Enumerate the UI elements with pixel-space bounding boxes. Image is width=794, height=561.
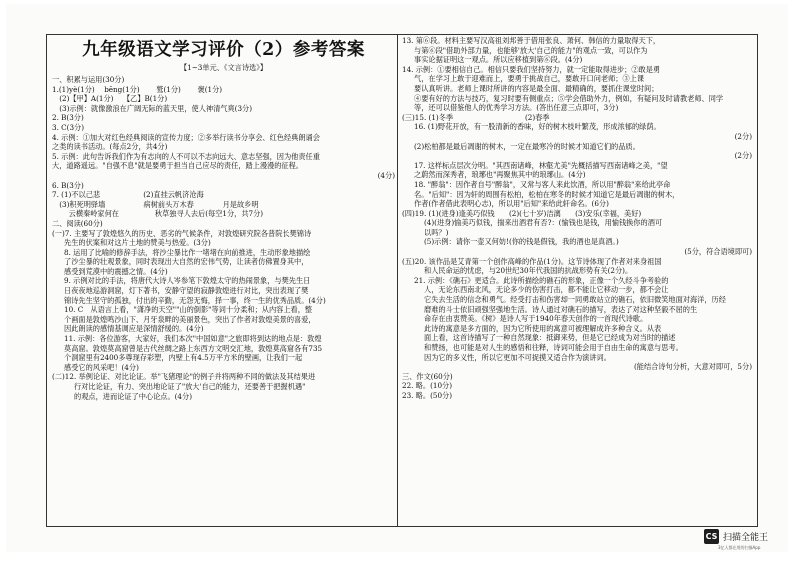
left-answer-line: 一、积累与运用(30分) [52,75,125,84]
right-answer-line: (能结合诗句分析，大意对即可，5分) [634,362,752,372]
left-answer-line: (3)积死明驿墙 病树前头万木春 月是故乡明 [52,199,259,209]
left-answer-line: 感受到荒漠中的震撼之情。(4分) [64,266,168,276]
left-answer-line: 1.(1)yè(1分) bēng(1分) 鹫(1分) 褒(1分) [52,84,223,94]
right-answer-line: 气，在学习上敢于迎难而上，要勇于挑战自己，要敢开口问老师；③上课 [414,74,645,84]
right-answer-line: 等，还可以借鉴他人的优秀学习方法。(答出任意三点即可，3分) [414,103,619,113]
right-answer-line: 与第⑥段"借助外部力量，也能够'放大'自己的能力"的观点一致，可以作为 [414,45,648,55]
right-answer-line: 名。"后知"：因为轩的周围有松柏，松柏在寒冬的时候才知道它是最后凋谢的树木， [414,189,680,199]
left-answer-line: 二、阅读(60分) [52,218,103,228]
right-answer-line: 面上看，这首诗描写了一种自然现象：抵御来势，但是它已经成为对当时的描述 [424,333,676,343]
right-answer-line: 磨难的斗士依旧顽强坚强地生活。诗人通过对礁石的描写，表达了对这种坚毅不屈的生 [424,304,698,314]
left-answer-line: 4. 示例：①加大对红色经典阅读的宣传力度；②多举行读书分享会、红色经典朗诵会 [52,132,320,142]
left-answer-line: 7. (1)不以己悲 (2)直挂云帆济沧海 [52,190,204,200]
right-answer-line: (三)15. (1)冬季 (2)春季 [402,112,550,122]
left-answer-line: 云横秦岭家何在 秋草独寻人去后(每空1分，共7分) [52,209,264,219]
right-answer-line: (4)(进身)愉美巧似钱，揣来出酒君有否?：(愉钱也是钱，用愉钱换你的酒可 [424,218,663,228]
right-answer-line: 13. 第⑥段。材料主要写汉高祖刘邦善于借用张良、萧何、韩信的力量取得天下， [402,36,661,45]
right-answer-line: 17. 这样标点层次分明。"其西南诸峰，林壑尤美"先概括描写西南诸峰之美，"望 [414,160,668,170]
right-answer-line: (5分，符合语境即可) [684,247,752,257]
right-answer-line: 和赞扬，也可能是对人生的感悟和往释，诗词可能会用于自由生命的寓意与思考。 [424,343,683,352]
left-answer-line: 2. B(3分) [52,113,84,123]
left-answer-line: (二)12. 举例论证、对比论证。举"飞猪理论"的例子并将两种不同的做法及其结果进 [52,372,316,382]
left-answer-line: 个洞窟里有2400多尊现存彩塑，内壁上有4.5万平方米的壁画，让我们一起 [64,353,303,363]
left-answer-line: 6. B(3分) [52,180,84,190]
left-column [52,38,395,401]
right-answer-line: 和人民命运的忧虑，与20世纪30年代我国的抗战形势有关(2分)。 [424,266,633,276]
right-answer-line: 命存在由衷赞美。《树》是诗人写于1940年春天创作的一首现代诗歌。 [424,314,648,324]
left-answer-line: (4分) [377,170,395,180]
left-answer-line: 感受它的风采吧！(4分) [64,362,139,372]
left-answer-line: 9. 示例对比的手法，将唐代大诗人岑参笔下敦煌太守的热闹景象，与樊先生日 [64,276,311,286]
left-answer-line: 大，道路遥远。"自强不息"就是要勇于担当自己应尽的责任，踏上漫漫的征程。 [52,161,303,171]
column-divider [397,34,398,527]
right-answer-line: (2分) [734,131,752,141]
right-answer-line: 三、作文(60分) [402,371,453,381]
right-answer-line: 因为它的多义性，所以它更加不可捉摸又适合作为演讲词。 [424,352,611,362]
right-answer-line: 作者(作者借此表明心志)，所以用"后知"来给此轩命名。(6分) [414,199,609,209]
right-answers [402,36,752,401]
right-answer-line: (五)20. 该作品是艾青第一个创作高峰的作品(1分)。这节诗体现了作者对来身祖国 [402,256,662,266]
left-answer-line: (3)示例：就像激浪在广阔无际的蓝天里，使人神清气爽(3分) [52,103,253,113]
right-answer-line: 18. "醉翁"：因作者自号"醉翁"，又常与客人来此饮酒，所以用"醉翁"来给此亭命 [414,179,671,189]
left-answer-line: 10. C 从语言上看，"潇净的天空""山的倒影"等词十分柔和；从内容上看，整 [64,305,313,315]
right-answer-line: (2)松柏都是最后凋谢的树木，一定在最寒冷的时候才知道它们的品质。 [414,141,640,151]
left-answer-line: 先生的伏案和对这片土地的赞美与热爱。(3分) [64,238,211,248]
left-answer-line: 的观点，进而论证了中心论点。(4分) [74,391,192,401]
watermark-name: 扫描全能王 [723,533,769,543]
page-subtitle: 【1~3单元、《文言诗选》】 [179,63,268,72]
right-answer-line: 人，无论东西南北风，无论多少的伤害打击，都不能让它移动一步，都不会让 [424,285,669,295]
right-answer-line: 21. 示例：《礁石》更适合。此诗所描绘的礁石的形象，正像一个久经斗争考验的 [414,275,669,285]
right-answer-line: (四)19. (1)(进身)逢美巧似钱 (2)(七十岁)洁漓 (3)安乐(幸福，美好) [402,208,642,218]
right-answer-line: 之蔚然而深秀者，琅琊也"再聚焦其中的琅琊山。(4分) [414,170,586,180]
left-answer-line: 8. 运用了比喻的修辞手法，将沙尘暴比作一堵堵在向前推进，生动形象地描绘 [64,247,311,257]
right-answer-line: 它失去生活的信念和勇气。经受打击和伤害却一同勇敢站立的礁石，依旧微笑地面对海洋，历经 [424,295,726,305]
left-answer-line: 3. C(3分) [52,122,85,132]
left-answer-line: 锦诗先生坚守的孤独，付出的辛勤，无怨无悔，择一事，终一生的优秀品质。(4分) [64,295,326,305]
left-answer-line: (一)7. 主要写了敦煌悠久的历史、恶劣的气候条件，对敦煌研究院各普院长樊锦诗 [52,228,312,238]
right-answer-line: 22. 略。(10分) [402,381,453,391]
left-answer-line: (2)【甲】A(1分) 【乙】B(1分) [52,94,168,104]
right-answer-line: 事实论据证明这一观点。所以应移植到第⑥段。(4分) [414,55,583,65]
left-answer-line: 5. 示例：此句告诉我们作为有志向的人不可以不志向远大、意志坚强，因为他责任重 [52,151,320,161]
left-answer-line: 莫高窟。敦煌莫高窟曾是古代丝绸之路上东西方文明交汇地，敦煌莫高窟各有735 [64,343,323,353]
right-answer-line: 以吗？) [424,227,449,237]
left-answer-line: 个画面是敦煌鸣沙山下、月牙泉畔的美丽景色，突出了作者对敦煌美景的喜爱， [64,314,316,324]
watermark-tagline: 3亿人都在用的扫描App [718,545,761,550]
right-answer-line: 16. (1)野花开放，有一股清新的香味，好的树木枝叶繁茂，形成浓郁的绿荫。 [414,122,661,132]
left-answer-line: 了沙尘暴的壮观景象，同时表现出大自然的宏伟气势，让读者仿佛置身其中， [64,257,309,267]
left-answer-line: 之类的读书活动。(每点2分，共4分) [52,142,168,152]
right-answer-line: 23. 略。(50分) [402,390,453,400]
left-answer-line: 11. 示例：各位游客，大家好，我们本次"中国如意"之旅即将到达的地点是：敦煌 [64,334,322,344]
right-answer-line: 此诗的寓意是多方面的，因为它所使用的寓意可被理解成许多种含义。从表 [424,323,662,333]
camscanner-logo-icon: CS [704,529,719,544]
right-column [402,36,752,401]
right-answer-line: ④要有好的方法与技巧，复习时要有侧重点；⑤学会借助外力，例如，有疑问及时请教老师、同学 [414,93,724,103]
right-answer-line: (2分) [734,151,752,161]
page-title: 九年级语文学习评价（2）参考答案 [82,40,365,60]
left-answer-line: 因此朗读的感情基调应是深情舒缓的。(4分) [64,324,204,334]
right-answer-line: 要认真听讲。老师上课时所讲的内容是最全面、最精确的，要抓住课堂时间； [414,83,659,93]
left-answer-line: 日夜夜地巡游洞窟，灯下著书，安静守望的寂静敦煌进行对比，突出表现了樊 [64,286,309,296]
right-answer-line: 14. 示例：①要相信自己。相信只要我们坚持努力，就一定能取得进步；②敢是勇 [402,64,661,74]
left-answers [52,75,395,401]
right-answer-line: (5)示例：请你一壶又何妨!(你的钱是假钱，我的酒也是真酒。) [424,237,619,247]
left-answer-line: 行对比论证，有力、突出地论证了"放大'自己的能力，还要善于把握机遇" [74,382,306,391]
scanner-watermark [704,529,768,544]
